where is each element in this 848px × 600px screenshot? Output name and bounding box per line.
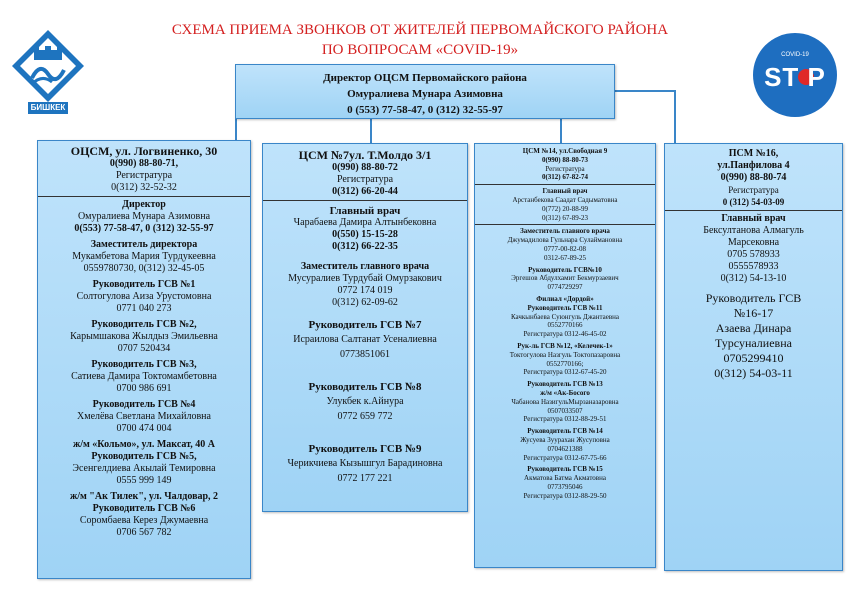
gsv3-role: Руководитель ГСВ №3, — [91, 359, 197, 370]
csm7-divider — [263, 200, 467, 201]
gsv8-name: Улукбек к.Айнура — [326, 396, 404, 407]
ocsm-director-role: Директор — [122, 199, 166, 210]
bishkek-logo — [10, 28, 86, 116]
csm14-deputy-name: Джумадилова Гульнара Сулаймановна — [507, 236, 623, 245]
csm7-chief-phone1: 0(550) 15-15-28 — [332, 229, 398, 240]
covid-stop-badge — [752, 32, 838, 118]
gsv6-role: Руководитель ГСВ №6 — [92, 503, 196, 514]
csm7-phone1: 0(990) 88-80-72 — [332, 162, 398, 173]
csm7-phone2: 0(312) 66-20-44 — [332, 186, 398, 197]
gsv9-role: Руководитель ГСВ №9 — [308, 443, 422, 455]
gsv11-role: Руководитель ГСВ №11 — [527, 303, 603, 312]
gsv5-role: Руководитель ГСВ №5, — [91, 451, 197, 462]
csm14-phone2: 0(312) 67-82-74 — [541, 173, 589, 182]
gsv2-role: Руководитель ГСВ №2, — [91, 319, 197, 330]
psm16-chief-name-2: Марсековна — [727, 237, 780, 248]
csm14-name: ЦСМ №14, ул.Свободная 9 — [522, 147, 608, 155]
psm16-name-2: ул.Панфилова 4 — [717, 160, 790, 171]
gsv5-address: ж/м «Кольмо», ул. Максат, 40 А — [72, 439, 216, 450]
connector-csm14 — [560, 118, 562, 143]
gsv9-phone: 0772 177 221 — [337, 473, 393, 484]
gsv13-address: ж/м «Ак-Босого — [540, 388, 590, 397]
gsv12-reg: Регистратура 0312-67-45-20 — [523, 368, 607, 377]
psm16-divider — [665, 210, 842, 211]
ocsm-director-name: Омуралиева Мунара Азимовна — [77, 211, 211, 222]
gsv7-phone: 0773851061 — [340, 349, 390, 360]
csm14-divider-2 — [475, 224, 655, 225]
gsv5-phone: 0555 999 149 — [116, 475, 172, 486]
connector-right-h — [615, 90, 675, 92]
gsv11-phone: 0552770166 — [547, 321, 583, 330]
psm16-reg-label: Регистратура — [728, 185, 779, 195]
ocsm-box — [37, 140, 251, 579]
gsv8-phone: 0772 659 772 — [337, 411, 393, 422]
csm7-chief-role: Главный врач — [329, 205, 401, 217]
csm14-reg-label: Регистратура — [545, 164, 585, 173]
gsv3-name: Сатиева Дамира Токтомамбетовна — [71, 371, 217, 382]
ocsm-phone1: 0(990) 88-80-71, — [109, 158, 179, 169]
ocsm-deputy-phones: 0559780730, 0(312) 32-45-05 — [83, 263, 205, 274]
gsv15-role: Руководитель ГСВ №15 — [527, 465, 603, 474]
psm16-phone2: 0 (312) 54-03-09 — [722, 197, 785, 207]
page-title — [130, 20, 710, 60]
csm14-deputy-phone2: 0312-67-89-25 — [544, 253, 586, 262]
logo-city-label: БИШКЕК — [30, 103, 66, 112]
connector-right-v — [674, 90, 676, 143]
gsv4-name: Хмелёва Светлана Михайловна — [77, 411, 211, 422]
csm14-deputy-phone1: 0777-00-82-08 — [544, 244, 586, 253]
csm7-chief-phone2: 0(312) 66-22-35 — [332, 241, 398, 252]
connector-left — [235, 118, 237, 140]
gsv9-name: Черикчиева Кызышгул Барадиновна — [287, 458, 443, 469]
csm7-deputy-phone2: 0(312) 62-09-62 — [332, 297, 398, 308]
gsv13-phone: 0507033507 — [547, 406, 583, 415]
csm14-filial: Филиал «Дордой» — [536, 294, 594, 303]
csm7-reg-label: Регистратура — [336, 174, 394, 185]
csm14-box — [474, 143, 656, 568]
gsv1-phone: 0771 040 273 — [116, 303, 172, 314]
ocsm-name: ОЦСМ, ул. Логвиненко, 30 — [70, 144, 218, 158]
gsv10-role: Руководитель ГСВ№10 — [528, 265, 602, 274]
director-box — [235, 64, 615, 119]
gsv8-role: Руководитель ГСВ №8 — [308, 381, 422, 393]
gsv5-name: Эсенгелдиева Акылай Темировна — [72, 463, 216, 474]
gsv11-name: Качкынбаева Суюнгуль Джантаевна — [510, 312, 620, 321]
gsv6-phone: 0706 567 782 — [116, 527, 172, 538]
gsv14-phone: 0704621388 — [547, 444, 583, 453]
ocsm-divider — [38, 196, 250, 197]
connector-csm7 — [370, 118, 372, 143]
psm16-gsv-role-2: №16-17 — [733, 306, 774, 320]
director-title: Директор ОЦСМ Первомайского района — [323, 72, 527, 84]
gsv2-phone: 0707 520434 — [117, 343, 171, 354]
gsv3-phone: 0700 986 691 — [116, 383, 172, 394]
gsv12-name: Токтогулова Назгуль Токтопазаровна — [509, 350, 621, 359]
ocsm-director-phones: 0(553) 77-58-47, 0 (312) 32-55-97 — [74, 223, 214, 234]
gsv14-name: Жусуева Зуурахан Жусуповна — [520, 435, 610, 444]
gsv1-role: Руководитель ГСВ №1 — [92, 279, 196, 290]
csm7-box — [262, 143, 468, 512]
csm14-phone1: 0(990) 88-80-73 — [541, 155, 589, 164]
gsv15-phone: 0773795046 — [547, 482, 583, 491]
gsv7-name: Исраилова Салтанат Усеналиевна — [293, 334, 437, 345]
gsv13-reg: Регистратура 0312-88-29-51 — [523, 415, 607, 424]
ocsm-phone2: 0(312) 32-52-32 — [111, 182, 177, 193]
psm16-chief-phone2: 0555578933 — [728, 261, 779, 272]
gsv7-role: Руководитель ГСВ №7 — [308, 319, 422, 331]
gsv13-name: Чабанова НазигульМырзаназаровна — [511, 397, 619, 406]
psm16-box — [664, 143, 843, 571]
psm16-gsv-phone-2: 0(312) 54-03-11 — [714, 366, 793, 380]
csm7-deputy-phone1: 0772 174 019 — [337, 285, 393, 296]
gsv1-name: Солтогулова Аиза Урустомовна — [76, 291, 212, 302]
psm16-chief-role: Главный врач — [721, 213, 786, 224]
gsv2-name: Карымшакова Жылдыз Эмильевна — [70, 331, 218, 342]
gsv6-name: Соромбаева Керез Джумаевна — [79, 515, 209, 526]
director-phones: 0 (553) 77-58-47, 0 (312) 32-55-97 — [347, 104, 503, 116]
csm7-name: ЦСМ №7ул. Т.Молдо 3/1 — [298, 148, 432, 162]
gsv11-reg: Регистратура 0312-46-45-02 — [523, 330, 607, 339]
psm16-chief-phone3: 0(312) 54-13-10 — [720, 273, 787, 284]
psm16-gsv-name-1: Азаева Динара — [715, 321, 792, 335]
gsv12-phone: 0552770166; — [546, 359, 584, 368]
gsv15-name: Акматова Батма Акматовна — [524, 474, 606, 483]
psm16-chief-phone1: 0705 578933 — [727, 249, 780, 260]
director-name: Омуралиева Мунара Азимовна — [347, 88, 503, 100]
ocsm-reg-label: Регистратура — [115, 170, 173, 181]
csm14-divider — [475, 184, 655, 185]
gsv14-reg: Регистратура 0312-67-75-66 — [523, 453, 607, 462]
psm16-chief-name-1: Бексултанова Алмагуль — [703, 225, 804, 236]
gsv4-phone: 0700 474 004 — [116, 423, 172, 434]
gsv14-role: Руководитель ГСВ №14 — [527, 427, 603, 436]
csm14-chief-phone1: 0(772) 20-88-99 — [541, 204, 589, 213]
psm16-gsv-phone-1: 0705299410 — [723, 351, 784, 365]
csm14-chief-role: Главный врач — [542, 187, 588, 196]
gsv13-role: Руководитель ГСВ №13 — [527, 380, 603, 389]
title-line-2: ПО ВОПРОСАМ «COVID-19» — [321, 42, 519, 58]
ocsm-deputy-name: Мукамбетова Мария Турдукеевна — [72, 251, 216, 262]
gsv6-address: ж/м "Ак Тилек", ул. Чалдовар, 2 — [69, 491, 219, 502]
csm7-deputy-name: Мусуралиев Турдубай Омурзакович — [288, 273, 442, 284]
gsv10-name: Эргешов Абдулхамит Бекмурзаевич — [511, 274, 619, 283]
psm16-name-1: ПСМ №16, — [728, 148, 779, 159]
gsv12-role: Рук-ль ГСВ №12, «Келечек-1» — [517, 341, 613, 350]
psm16-gsv-role-1: Руководитель ГСВ — [705, 291, 802, 305]
gsv10-phone: 0774729297 — [547, 283, 583, 292]
gsv15-reg: Регистратура 0312-88-29-50 — [523, 491, 607, 500]
psm16-gsv-name-2: Турсуналиевна — [715, 336, 792, 350]
csm7-deputy-role: Заместитель главного врача — [300, 261, 430, 272]
gsv4-role: Руководитель ГСВ №4 — [92, 399, 196, 410]
csm14-deputy-role: Заместитель главного врача — [520, 227, 610, 236]
psm16-phone1: 0(990) 88-80-74 — [720, 172, 787, 183]
title-line-1: СХЕМА ПРИЕМА ЗВОНКОВ ОТ ЖИТЕЛЕЙ ПЕРВОМАЙСКОГО РАЙОНА — [171, 22, 669, 38]
stop-big-label: ST P — [764, 62, 826, 92]
stop-small-label: COVID-19 — [781, 52, 809, 58]
csm7-chief-name: Чарабаева Дамира Алтынбековна — [293, 217, 437, 228]
ocsm-deputy-role: Заместитель директора — [90, 239, 198, 250]
csm14-chief-name: Арстанбекова Саадат Садыматовна — [512, 195, 618, 204]
csm14-chief-phone2: 0(312) 67-89-23 — [541, 213, 589, 222]
